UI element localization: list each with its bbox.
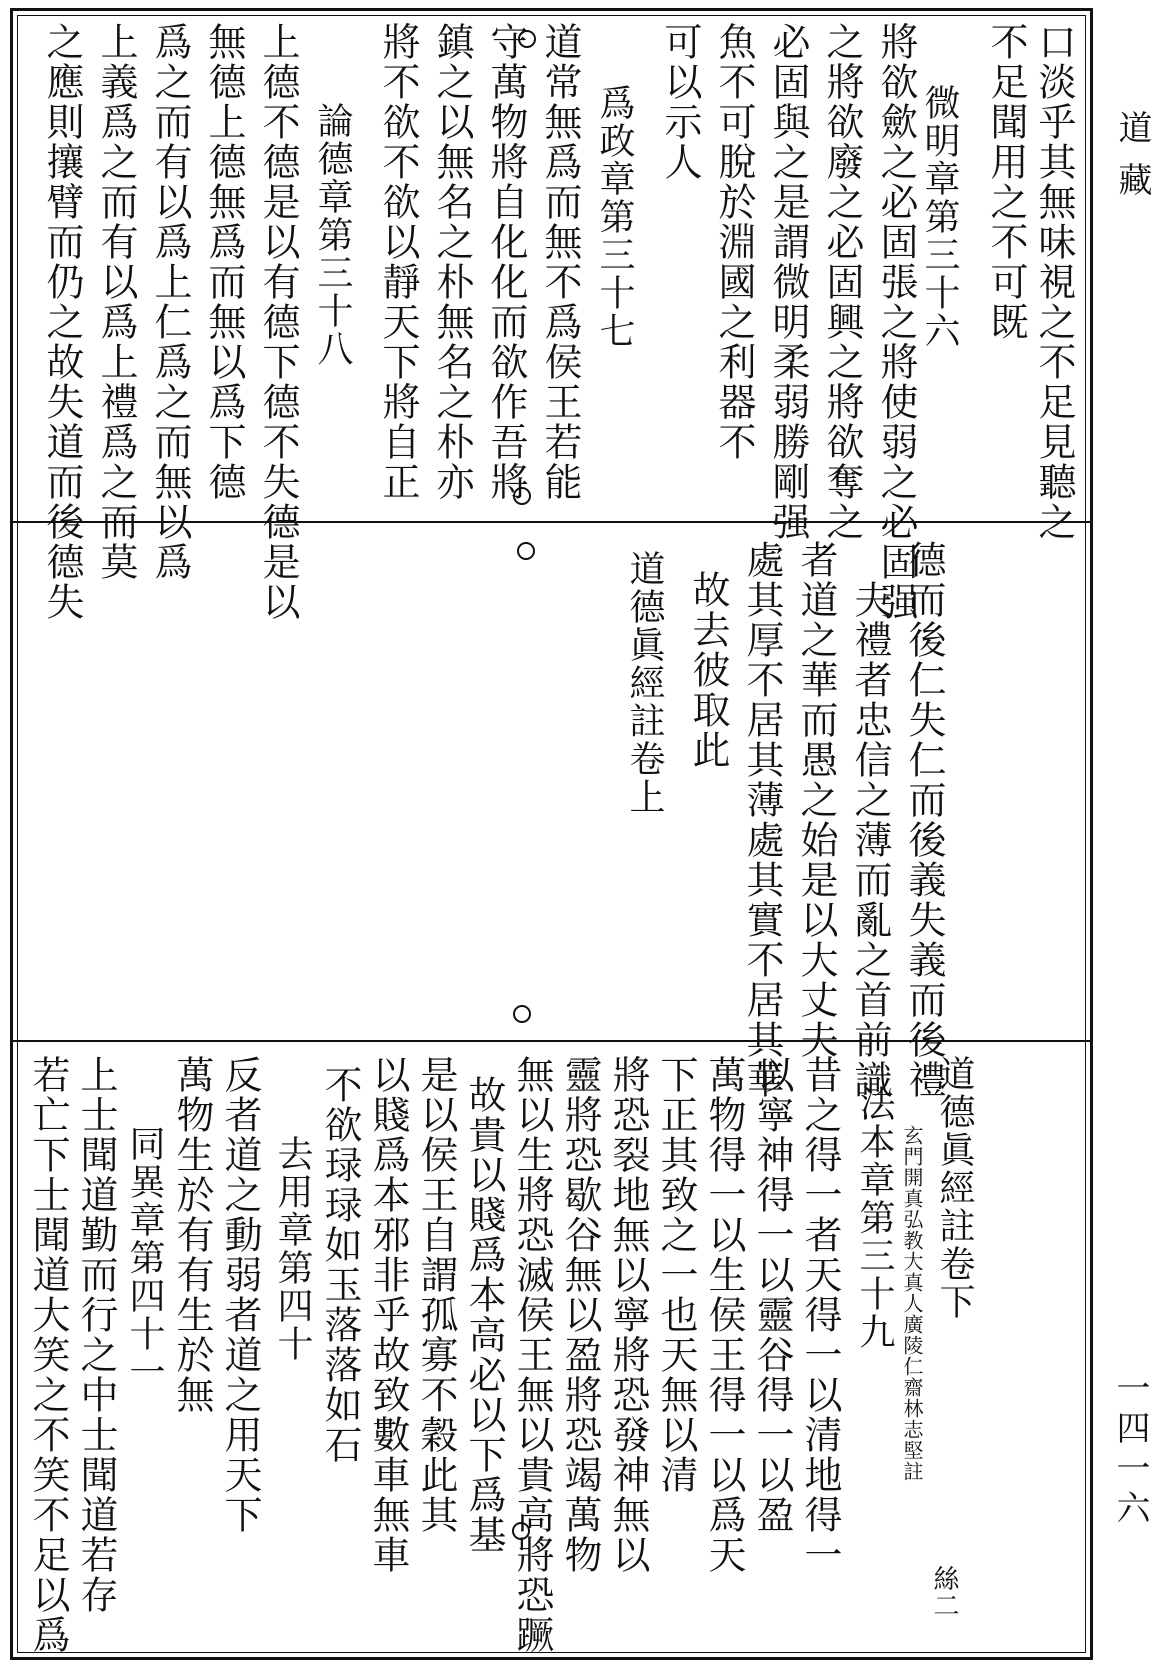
text-column: 下正其致之一也天無以清 (654, 1055, 698, 1495)
text-column: 處其厚不居其薄處其實不居其華 (740, 540, 784, 1100)
text-column: 可以示人 (658, 22, 702, 182)
text-column: 道常無爲而無不爲侯王若能 (538, 22, 582, 502)
text-column: 萬物得一以生侯王得一以爲天 (702, 1055, 746, 1575)
chapter-heading: 去用章第四十 (272, 1135, 313, 1363)
chapter-heading: 爲政章第三十七 (594, 84, 635, 350)
text-column: 無德上德無爲而無以爲下德 (202, 22, 246, 502)
text-column: 反者道之動弱者道之用天下 (218, 1055, 262, 1535)
text-column: 鎮之以無名之朴無名之朴亦 (430, 22, 474, 502)
text-column: 之將欲廢之必固興之將欲奪之 (820, 22, 864, 542)
text-column: 故去彼取此 (686, 570, 730, 770)
text-column: 若亡下士聞道大笑之不笑不足以爲 (26, 1055, 70, 1655)
text-column: 夫禮者忠信之薄而亂之首前識 (848, 580, 892, 1100)
chapter-heading: 法本章第三十九 (854, 1085, 895, 1351)
text-column: 不足聞用之不可既 (984, 22, 1028, 342)
text-column: 以寧神得一以靈谷得一以盈 (750, 1055, 794, 1535)
text-column: 將恐裂地無以寧將恐發神無以 (606, 1055, 650, 1575)
text-column: 將不欲不欲以靜天下將自正 (376, 22, 420, 502)
folio-mark: 絲二 (929, 1565, 959, 1619)
text-column: 以賤爲本邪非乎故致數車無車 (366, 1055, 410, 1575)
top-panel (20, 22, 1080, 622)
text-column: 靈將恐歇谷無以盈將恐竭萬物 (558, 1055, 602, 1575)
text-column: 之應則攘臂而仍之故失道而後德失 (40, 22, 84, 622)
text-column: 者道之華而愚之始是以大丈夫 (794, 540, 838, 1060)
middle-panel (20, 540, 1080, 1100)
text-column: 故貴以賤爲本高必以下爲基 (462, 1075, 506, 1555)
text-column: 無以生將恐滅侯王無以貴高將恐蹶 (510, 1055, 554, 1655)
text-column: 魚不可脫於淵國之利器不 (712, 22, 756, 462)
text-column: 德而後仁失仁而後義失義而後禮 (902, 540, 946, 1100)
text-column: 昔之得一者天得一以清地得一 (798, 1055, 842, 1575)
page-number: 一四一六 (1110, 1370, 1150, 1530)
text-column: 不欲琭琭如玉落落如石 (318, 1065, 362, 1465)
text-column: 上義爲之而有以爲上禮爲之而莫 (94, 22, 138, 582)
text-column: 上德不德是以有德下德不失德是以 (256, 22, 300, 622)
text-column: 是以侯王自謂孤寡不穀此其 (414, 1055, 458, 1535)
text-column: 口淡乎其無味視之不足見聽之 (1032, 22, 1076, 542)
volume-title: 道德眞經註卷下 (934, 1055, 975, 1321)
text-column: 爲之而有以爲上仁爲之而無以爲 (148, 22, 192, 582)
text-column: 守萬物將自化化而欲作吾將 (484, 22, 528, 502)
text-column: 上士聞道勤而行之中士聞道若存 (74, 1055, 118, 1615)
volume-end-title: 道德眞經註卷上 (624, 550, 665, 816)
collection-label: 道藏 (1112, 110, 1152, 214)
chapter-heading: 論德章第三十八 (312, 102, 353, 368)
text-column: 必固與之是謂微明柔弱勝剛强 (766, 22, 810, 542)
chapter-heading: 同異章第四十一 (124, 1125, 165, 1391)
text-column: 將欲歛之必固張之將使弱之必固强 (874, 22, 918, 622)
text-column: 萬物生於有有生於無 (170, 1055, 214, 1415)
chapter-heading: 微明章第三十六 (919, 84, 960, 350)
author-line: 玄門開真弘教大真人廣陵仁齋林志堅註 (900, 1125, 924, 1482)
bottom-panel (20, 1055, 1080, 1655)
